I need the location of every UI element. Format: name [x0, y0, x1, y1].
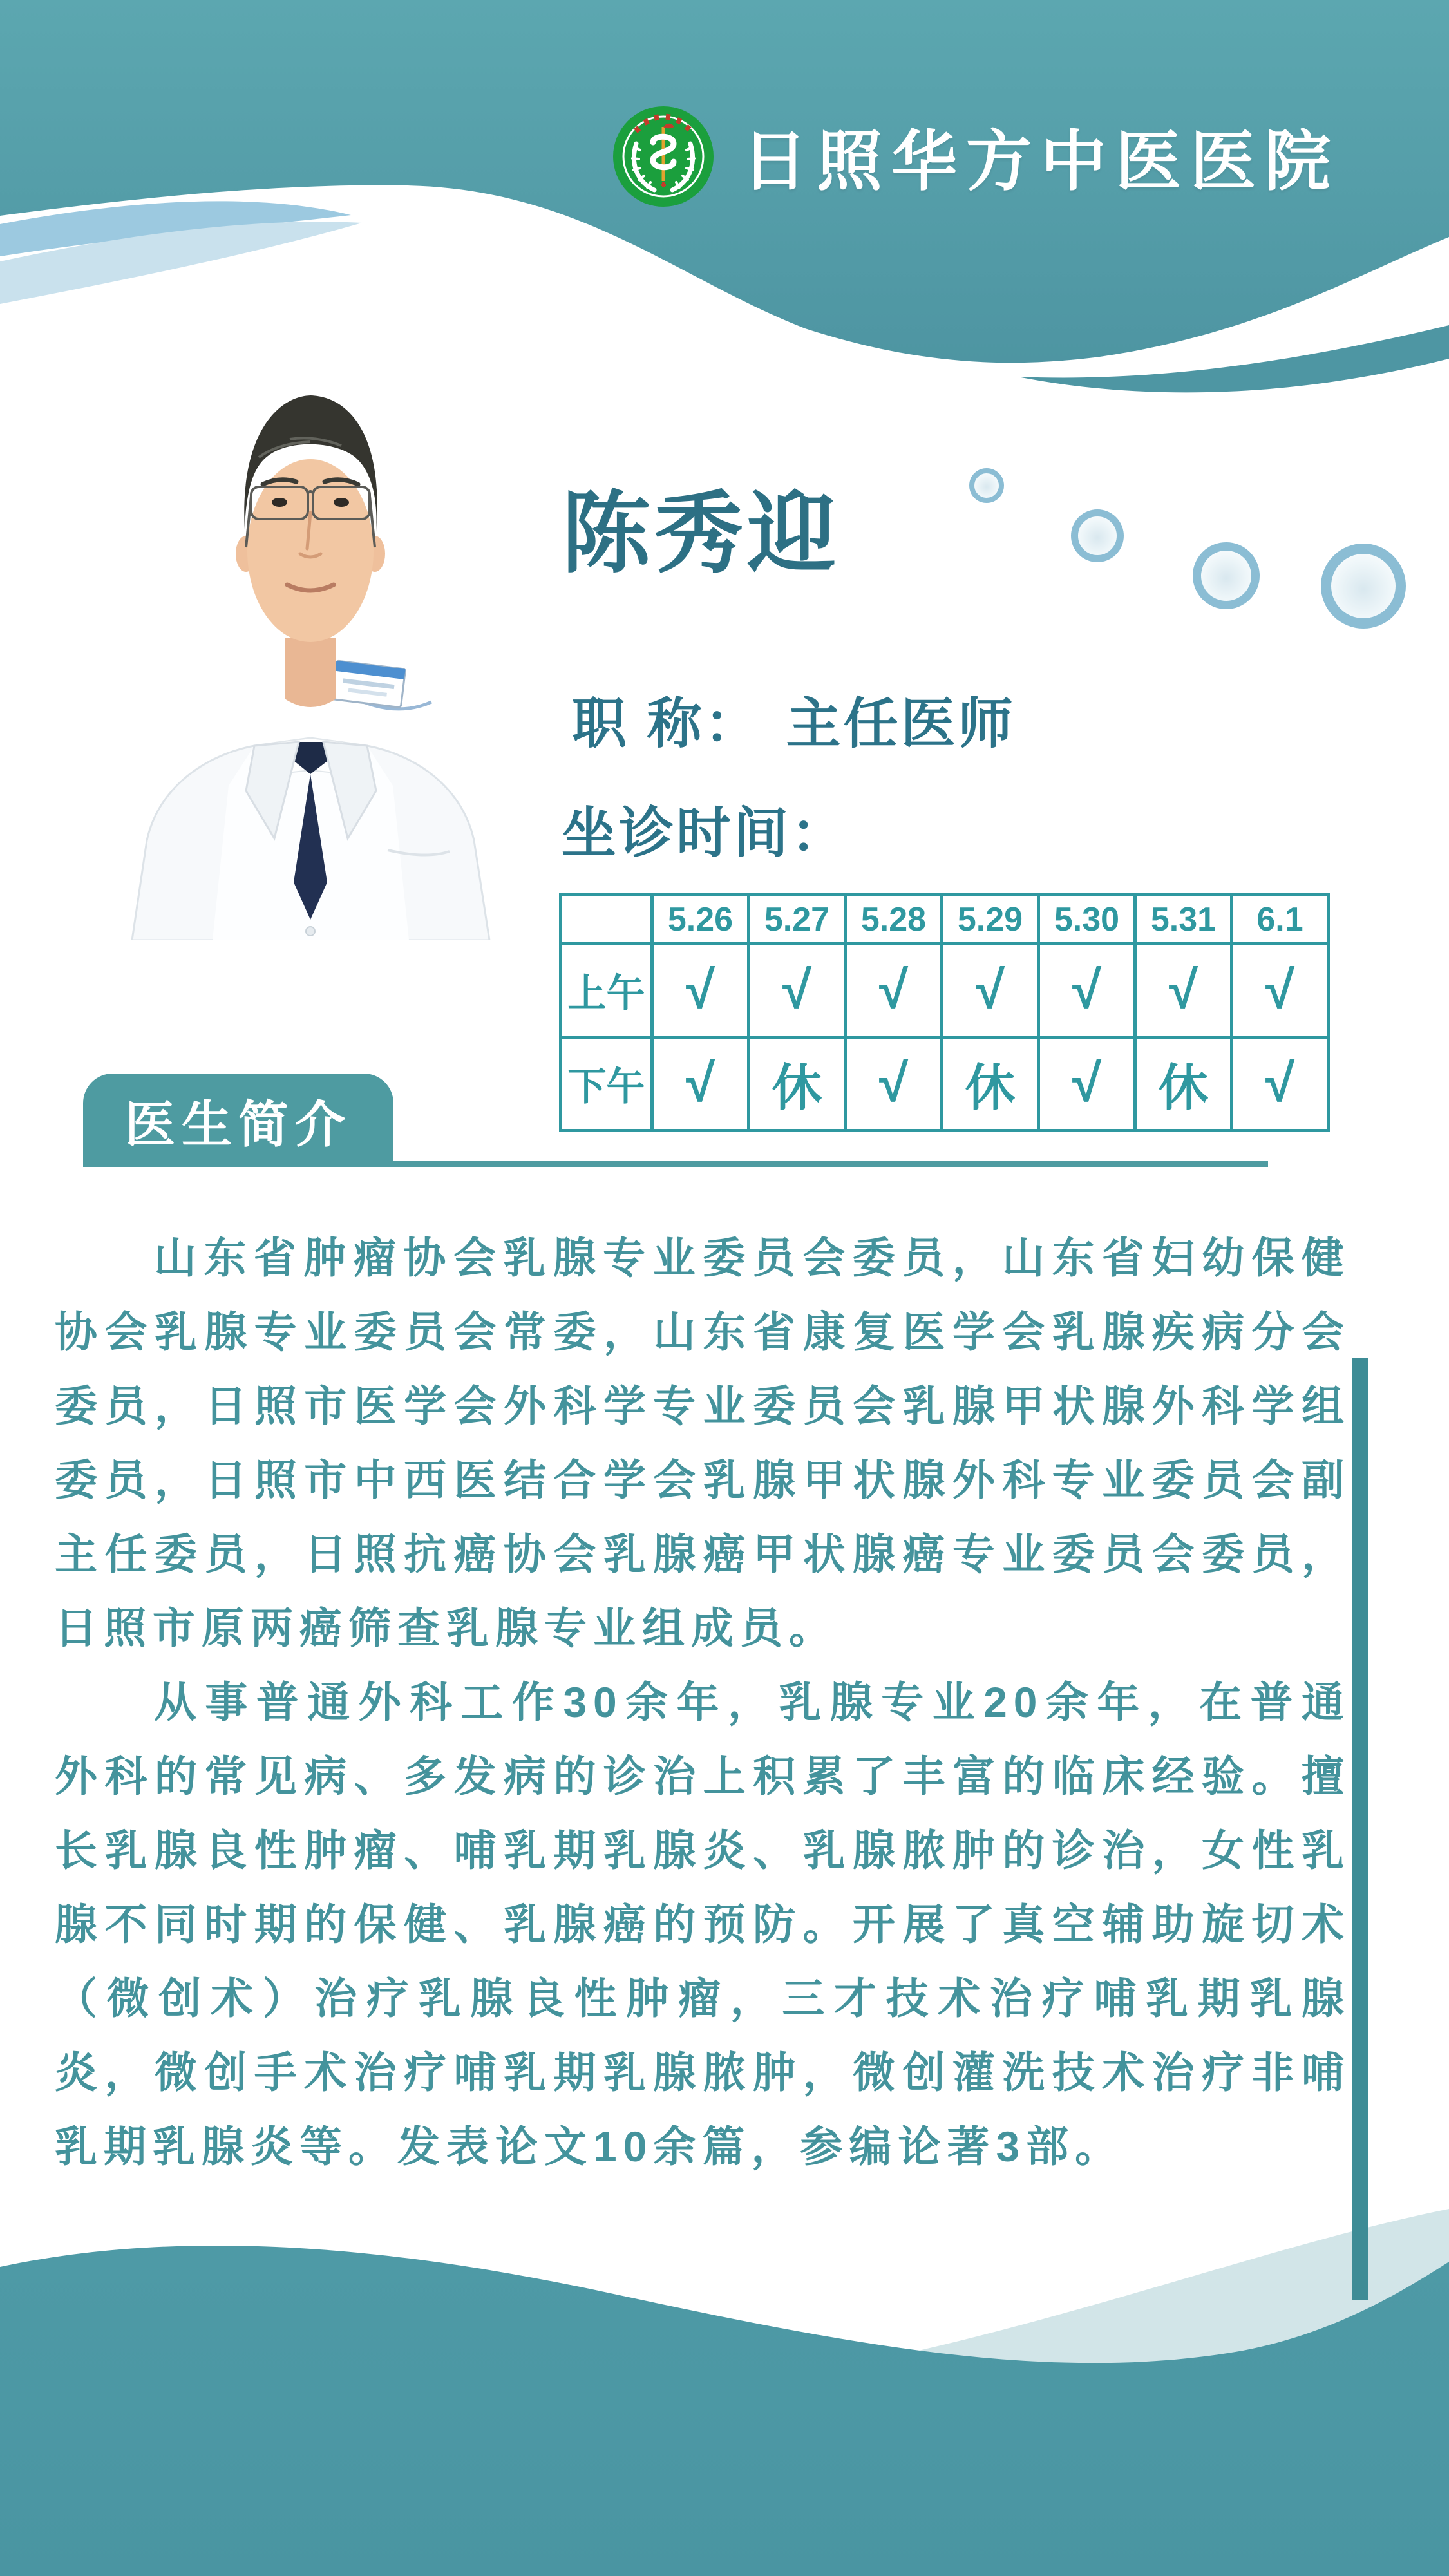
schedule-date: 5.29 [942, 895, 1039, 944]
schedule-cell: √ [1232, 1037, 1329, 1131]
schedule-corner-cell [561, 895, 652, 944]
header-brand [612, 102, 1417, 211]
schedule-date: 5.31 [1135, 895, 1232, 944]
schedule-cell: √ [1232, 944, 1329, 1037]
schedule-cell: √ [942, 944, 1039, 1037]
slot-label-morning: 上午 [561, 944, 652, 1037]
schedule-cell: √ [846, 1037, 942, 1131]
doctor-name: 陈秀迎 [562, 485, 840, 583]
schedule-row-afternoon [561, 1037, 1329, 1131]
ring-icon [1071, 509, 1124, 562]
doctor-photo [97, 361, 525, 940]
schedule-date: 5.28 [846, 895, 942, 944]
bio-paragraph-1: 山东省肿瘤协会乳腺专业委员会委员，山东省妇幼保健协会乳腺专业委员会常委，山东省康复医学会乳腺疾病分会委员，日照市医学会外科学专业委员会乳腺甲状腺外科学组委员，日照市中西医结合学会乳腺甲状腺外科专业委员会副主任委员，日照抗癌协会乳腺癌甲状腺癌专业委员会委员，日照市原两癌筛查乳腺专业组成员。 [55, 1234, 1350, 1652]
schedule-cell: √ [749, 944, 846, 1037]
ring-icon [1321, 544, 1406, 629]
footer-wave-graphic [0, 2164, 1449, 2576]
schedule-table [559, 893, 1330, 1132]
schedule-cell-rest: 休 [1135, 1037, 1232, 1131]
doctor-title-line [572, 680, 1016, 759]
schedule-cell: √ [1135, 944, 1232, 1037]
schedule-date: 5.26 [652, 895, 749, 944]
hospital-logo-icon [612, 105, 715, 208]
schedule-date: 5.30 [1039, 895, 1135, 944]
schedule-cell: √ [1039, 944, 1135, 1037]
slot-label-afternoon: 下午 [561, 1037, 652, 1131]
schedule-row-morning [561, 944, 1329, 1037]
title-label: 职 称： [572, 694, 762, 755]
ring-icon [1193, 542, 1260, 609]
schedule-date: 6.1 [1232, 895, 1329, 944]
section-badge-label: 医生简介 [124, 1095, 352, 1153]
title-value: 主任医师 [786, 694, 1016, 755]
schedule-cell: √ [652, 1037, 749, 1131]
schedule-cell: √ [652, 944, 749, 1037]
section-badge [83, 1074, 393, 1167]
bio-paragraph-2: 从事普通外科工作30余年，乳腺专业20余年，在普通外科的常见病、多发病的诊治上积累了丰富的临床经验。擅长乳腺良性肿瘤、哺乳期乳腺炎、乳腺脓肿的诊治，女性乳腺不同时期的保健、乳腺癌的预防。开展了真空辅助旋切术（微创术）治疗乳腺良性肿瘤，三才技术治疗哺乳期乳腺炎，微创手术治疗哺乳期乳腺脓肿，微创灌洗技术治疗非哺乳期乳腺炎等。发表论文10余篇，参编论著3部。 [55, 1678, 1350, 2170]
schedule-cell-rest: 休 [749, 1037, 846, 1131]
schedule-date: 5.27 [749, 895, 846, 944]
ring-icon [969, 468, 1004, 503]
schedule-header-row [561, 895, 1329, 944]
schedule-cell: √ [846, 944, 942, 1037]
schedule-cell: √ [1039, 1037, 1135, 1131]
right-accent-bar [1352, 1358, 1368, 2300]
schedule-cell-rest: 休 [942, 1037, 1039, 1131]
schedule-label: 坐诊时间： [562, 803, 849, 864]
doctor-bio [55, 1221, 1350, 2184]
hospital-name: 日照华方中医医院 [742, 126, 1340, 199]
